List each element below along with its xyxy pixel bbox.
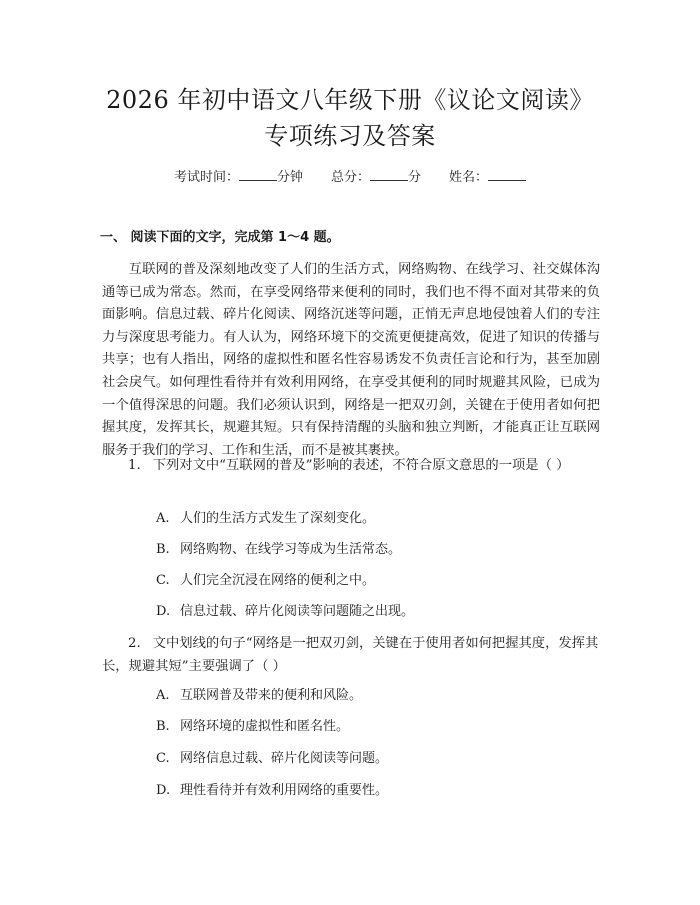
page-title: 2026 年初中语文八年级下册《议论文阅读》 (106, 86, 594, 114)
total-score-label: 总分： (330, 170, 370, 185)
option-text: 理性看待并有效利用网络的重要性。 (180, 783, 389, 798)
question-2 (102, 633, 600, 678)
option-letter: D. (156, 783, 171, 798)
option-letter: D. (156, 604, 171, 619)
q1-option-c (156, 571, 375, 591)
page-subtitle: 专项练习及答案 (264, 122, 436, 150)
name-blank (488, 168, 526, 181)
q1-option-b (156, 540, 401, 560)
reading-passage: 互联网的普及深刻地改变了人们的生活方式，网络购物、在线学习、社交媒体沟通等已成为常态。然而，在享受网络带来便利的同时，我们也不得不面对其带来的负面影响。信息过载、碎片化阅读、网络沉迷等问题，正悄无声息地侵蚀着人们的专注力与深度思考能力。有人认为，网络环境下的交流更便捷高效，促进了知识的传播与共享；也有人指出，网络的虚拟性和匿名性容易诱发不负责任言论和行为，甚至加剧社会戾气。如何理性看待并有效利用网络，在享受其便利的同时规避其风险，已成为一个值得深思的问题。我们必须认识到，网络是一把双刃剑，关键在于使用者如何把握其度，发挥其长，规避其短。只有保持清醒的头脑和独立判断，才能真正让互联网服务于我们的学习、工作和生活，而不是被其裹挟。 (102, 262, 600, 458)
option-letter: C. (156, 751, 170, 766)
option-text: 网络购物、在线学习等成为生活常态。 (180, 542, 402, 557)
section-heading: 一、 阅读下面的文字，完成第 1～4 题。 (100, 230, 340, 245)
exam-time-blank (239, 168, 277, 181)
total-score-unit: 分 (408, 170, 422, 185)
total-score-field (331, 170, 421, 185)
option-letter: A. (156, 511, 170, 526)
question-number: 2. (128, 636, 141, 651)
question-1 (102, 455, 600, 478)
option-letter: B. (156, 542, 170, 557)
q2-option-c (156, 749, 388, 769)
total-score-blank (370, 168, 408, 181)
q1-option-a (156, 509, 375, 529)
q2-option-a (156, 686, 362, 706)
name-field (449, 170, 526, 185)
option-letter: A. (156, 688, 170, 703)
option-text: 人们的生活方式发生了深刻变化。 (180, 511, 376, 526)
option-text: 人们完全沉浸在网络的便利之中。 (180, 573, 376, 588)
exam-time-label: 考试时间： (173, 170, 239, 185)
option-letter: C. (156, 573, 170, 588)
option-text: 互联网普及带来的便利和风险。 (180, 688, 363, 703)
exam-time-field (174, 170, 303, 185)
name-label: 姓名： (449, 170, 489, 185)
exam-time-unit: 分钟 (276, 170, 303, 185)
option-text: 网络信息过载、碎片化阅读等问题。 (180, 751, 389, 766)
question-number: 1. (128, 458, 141, 473)
q2-option-d (156, 781, 388, 801)
option-text: 信息过载、碎片化阅读等问题随之出现。 (180, 604, 415, 619)
exam-info-row (0, 168, 700, 188)
option-text: 网络环境的虚拟性和匿名性。 (180, 719, 350, 734)
option-letter: B. (156, 719, 170, 734)
q2-option-b (156, 717, 349, 737)
question-stem: 下列对文中“互联网的普及”影响的表述，不符合原文意思的一项是（ ） (152, 458, 570, 473)
question-stem: 文中划线的句子“网络是一把双刃剑，关键在于使用者如何把握其度，发挥其长，规避其短”主要强调了（ ） (102, 636, 599, 674)
q1-option-d (156, 602, 414, 622)
